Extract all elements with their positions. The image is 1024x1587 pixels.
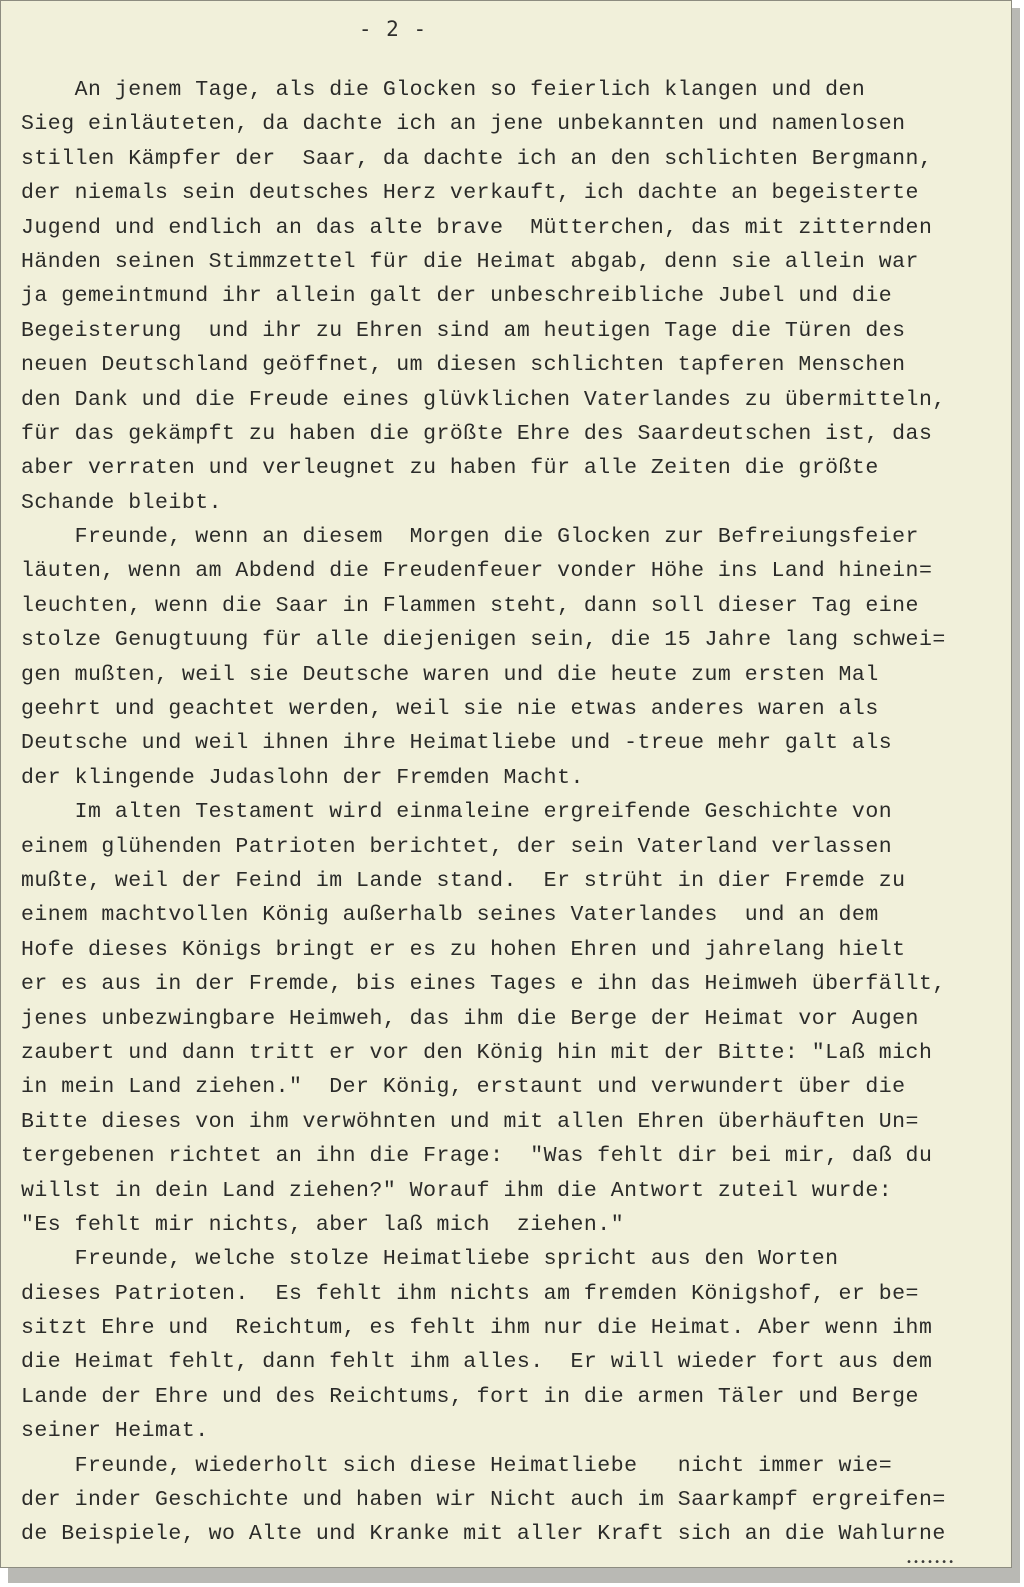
text-line: der inder Geschichte und haben wir Nicht auch im Saarkampf ergreifen= [21,1488,946,1513]
text-line: ja gemeintmund ihr allein galt der unbeschreibliche Jubel und die [21,284,893,309]
text-line: mußte, weil der Feind im Lande stand. Er strüht in dier Fremde zu [21,868,906,893]
text-line: zaubert und dann tritt er vor den König hin mit der Bitte: "Laß mich [21,1040,933,1065]
text-line: neuen Deutschland geöffnet, um diesen schlichten tapferen Menschen [21,353,906,378]
text-line: einem glühenden Patrioten berichtet, der sein Vaterland verlassen [21,834,893,859]
text-line: Jugend und endlich an das alte brave Mütterchen, das mit zitternden [21,215,933,240]
text-line: Freunde, wiederholt sich diese Heimatliebe nicht immer wie= [21,1453,893,1478]
page-number: - 2 - [358,17,428,41]
text-line: der klingende Judaslohn der Fremden Macht. [21,765,584,790]
text-line: Deutsche und weil ihnen ihre Heimatliebe und -treue mehr galt als [21,731,893,756]
text-line: tergebenen richtet an ihn die Frage: "Was fehlt dir bei mir, daß du [21,1144,933,1169]
text-line: Schande bleibt. [21,490,223,515]
text-line: einem machtvollen König außerhalb seines Vaterlandes und an dem [21,903,879,928]
text-line: Freunde, wenn an diesem Morgen die Glocken zur Befreiungsfeier [21,525,919,550]
text-line: Freunde, welche stolze Heimatliebe spricht aus den Worten [21,1247,839,1272]
text-line: sitzt Ehre und Reichtum, es fehlt ihm nur die Heimat. Aber wenn ihm [21,1316,933,1341]
text-line: gen mußten, weil sie Deutsche waren und die heute zum ersten Mal [21,662,879,687]
text-line: läuten, wenn am Abdend die Freudenfeuer vonder Höhe ins Land hinein= [21,559,933,584]
text-line: stillen Kämpfer der Saar, da dachte ich an den schlichten Bergmann, [21,146,933,171]
text-line: Im alten Testament wird einmaleine ergreifende Geschichte von [21,800,893,825]
typewritten-text [21,73,1001,1552]
text-line: Sieg einläuteten, da dachte ich an jene unbekannten und namenlosen [21,112,906,137]
text-line: "Es fehlt mir nichts, aber laß mich ziehen." [21,1212,625,1237]
text-line: für das gekämpft zu haben die größte Ehre des Saardeutschen ist, das [21,421,933,446]
text-line: er es aus in der Fremde, bis eines Tages e ihn das Heimweh überfällt, [21,972,946,997]
text-line: seiner Heimat. [21,1419,209,1444]
text-line: Bitte dieses von ihm verwöhnten und mit allen Ehren überhäuften Un= [21,1109,919,1134]
text-line: Begeisterung und ihr zu Ehren sind am heutigen Tage die Türen des [21,318,906,343]
text-line: geehrt und geachtet werden, weil sie nie etwas anderes waren als [21,697,879,722]
text-line: leuchten, wenn die Saar in Flammen steht, dann soll dieser Tag eine [21,593,919,618]
text-line: der niemals sein deutsches Herz verkauft, ich dachte an begeisterte [21,181,919,206]
text-line: de Beispiele, wo Alte und Kranke mit aller Kraft sich an die Wahlurne [21,1522,946,1547]
text-line: Händen seinen Stimmzettel für die Heimat abgab, denn sie allein war [21,249,919,274]
text-line: dieses Patrioten. Es fehlt ihm nichts am fremden Königshof, er be= [21,1281,919,1306]
text-line: in mein Land ziehen." Der König, erstaunt und verwundert über die [21,1075,906,1100]
text-line: den Dank und die Freude eines glüvklichen Vaterlandes zu übermitteln, [21,387,946,412]
text-line: stolze Genugtuung für alle diejenigen sein, die 15 Jahre lang schwei= [21,628,946,653]
text-line: willst in dein Land ziehen?" Worauf ihm die Antwort zuteil wurde: [21,1178,893,1203]
text-line: aber verraten und verleugnet zu haben für alle Zeiten die größte [21,456,879,481]
text-line: Hofe dieses Königs bringt er es zu hohen Ehren und jahrelang hielt [21,937,906,962]
stamp-dots: ••••••• [906,1557,956,1568]
text-line: die Heimat fehlt, dann fehlt ihm alles. Er will wieder fort aus dem [21,1350,933,1375]
text-line: Lande der Ehre und des Reichtums, fort in die armen Täler und Berge [21,1384,919,1409]
text-line: jenes unbezwingbare Heimweh, das ihm die Berge der Heimat vor Augen [21,1006,919,1031]
text-line: An jenem Tage, als die Glocken so feierlich klangen und den [21,78,866,102]
